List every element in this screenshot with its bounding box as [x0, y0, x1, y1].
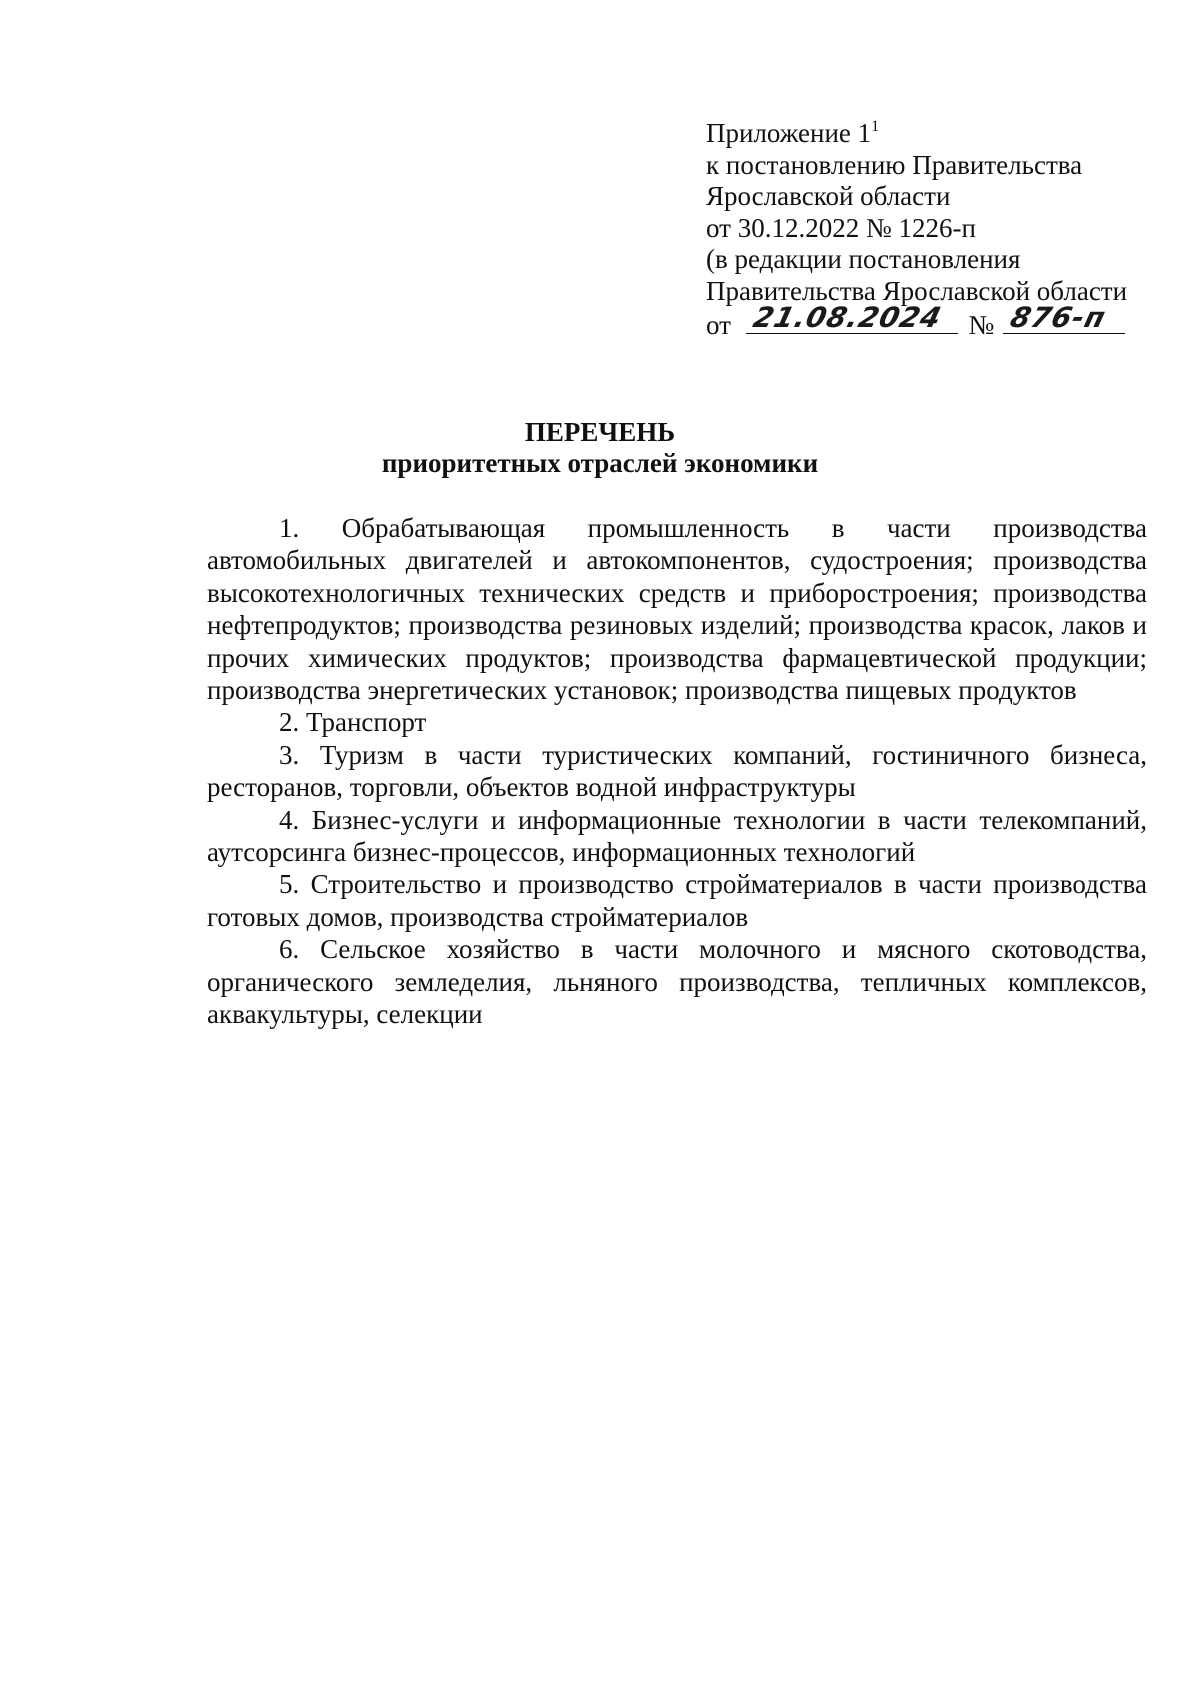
handwritten-number-field — [1003, 300, 1125, 334]
list-item: 6. Сельское хозяйство в части молочного и мясного скотоводства, органического земледелия, льняного производства, тепличных комплексов, аквакультуры, селекции — [207, 934, 1147, 1030]
appendix-line-3: Ярославской области — [706, 181, 951, 211]
list-item: 2. Транспорт — [279, 707, 427, 738]
handwritten-date-field — [746, 300, 958, 334]
handwritten-number: 876-п — [1006, 300, 1110, 334]
appendix-title: Приложение 1 — [706, 118, 872, 148]
appendix-line-6: Правительства Ярославской области — [706, 275, 1128, 306]
appendix-line-1 — [706, 118, 1129, 150]
priority-sectors-list — [207, 512, 1147, 1031]
appendix-header — [706, 118, 1129, 343]
appendix-line-4: от 30.12.2022 № 1226-п — [706, 212, 976, 243]
list-item: 3. Туризм в части туристических компаний, гостиничного бизнеса, ресторанов, торговли, объектов водной инфраструктуры — [207, 739, 1147, 803]
appendix-line-5: (в редакции постановления — [706, 244, 1021, 274]
handwritten-date: 21.08.2024 — [749, 300, 946, 334]
appendix-line-7 — [706, 300, 1129, 343]
date-prefix: от — [706, 310, 731, 340]
appendix-superscript: 1 — [871, 118, 880, 135]
appendix-line-2: к постановлению Правительства — [706, 149, 1083, 180]
document-title: ПЕРЕЧЕНЬ — [524, 417, 676, 447]
list-item: 5. Строительство и производство стройматериалов в части производства готовых домов, производства стройматериалов — [207, 869, 1147, 932]
list-item: 1. Обрабатывающая промышленность в части производства автомобильных двигателей и автокомпонентов, судостроения; производства высокотехнологичных технических средств и приборостроения; производства нефтепродуктов; производства резиновых изделий; производства красок, лаков и прочих химических продуктов; производства фармацевтической продукции; производства энергетических установок; производства пищевых продуктов — [207, 513, 1147, 706]
document-subtitle: приоритетных отраслей экономики — [381, 448, 819, 478]
number-prefix: № — [968, 310, 995, 340]
list-item: 4. Бизнес-услуги и информационные технологии в части телекомпаний, аутсорсинга бизнес-процессов, информационных технологий — [207, 804, 1147, 868]
